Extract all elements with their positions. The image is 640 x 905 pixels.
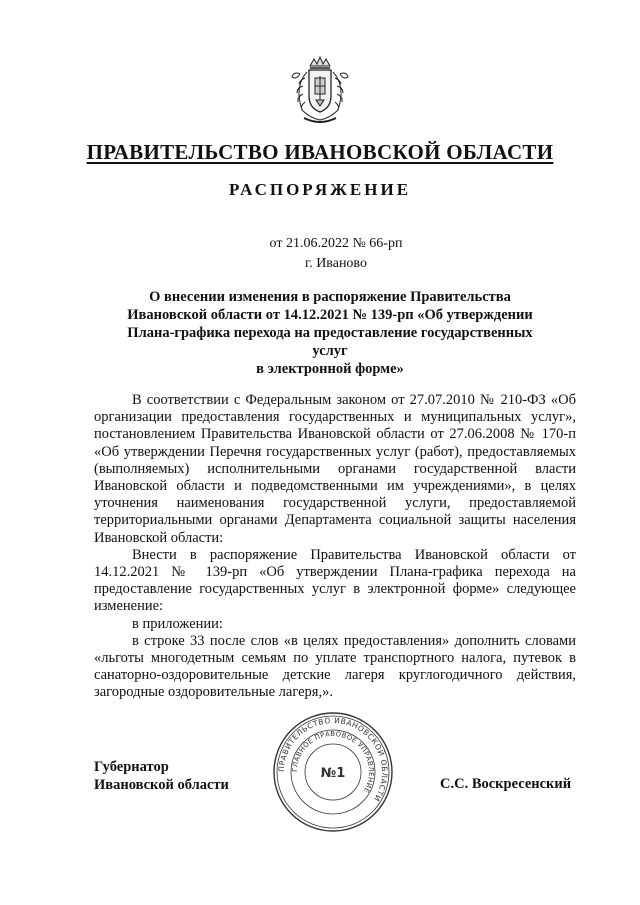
- document-date-number: от 21.06.2022 № 66-рп: [269, 236, 403, 251]
- signature-name: С.С. Воскресенский: [440, 776, 572, 792]
- official-seal-stamp: [271, 710, 395, 834]
- body-paragraph: в приложении:: [132, 615, 223, 632]
- subject-line: Плана-графика перехода на предоставление государственных услуг: [127, 325, 533, 359]
- subject-line: в электронной форме»: [256, 361, 404, 377]
- document-city: г. Иваново: [305, 256, 367, 271]
- document-body: [94, 392, 576, 702]
- subject-line: Ивановской области от 14.12.2021 № 139-рп «Об утверждении: [127, 307, 533, 323]
- body-paragraph: Внести в распоряжение Правительства Ивановской области от 14.12.2021 № 139-рп «Об утверждении Плана-графика перехода на предоставление государственных услуг в электронной форме» следующее изменение:: [94, 546, 576, 615]
- seal-number: №1: [320, 766, 346, 781]
- organization-title-text: ПРАВИТЕЛЬСТВО ИВАНОВСКОЙ ОБЛАСТИ: [86, 140, 554, 164]
- signature-position-line: Губернатор: [94, 759, 169, 775]
- subject-line: О внесении изменения в распоряжение Правительства: [149, 289, 511, 305]
- coat-of-arms-emblem-icon: [280, 56, 360, 128]
- signature-position: [94, 758, 229, 794]
- body-paragraph: в строке 33 после слов «в целях предоставления» дополнить словами «льготы многодетным семьям по уплате транспортного налога, путевок в санаторно-оздоровительные детские лагеря круглогодичного действия, загородные оздоровительные лагеря,».: [94, 632, 576, 701]
- seal-outer-text: ПРАВИТЕЛЬСТВО ИВАНОВСКОЙ ОБЛАСТИ: [276, 715, 390, 804]
- seal-inner-text: ГЛАВНОЕ ПРАВОВОЕ УПРАВЛЕНИЕ: [290, 729, 376, 795]
- svg-text:ГЛАВНОЕ ПРАВОВОЕ УПРАВЛЕНИЕ: [291, 730, 375, 794]
- document-type-title: РАСПОРЯЖЕНИЕ: [228, 180, 412, 199]
- signature-position-line: Ивановской области: [94, 777, 229, 793]
- document-subject: [110, 288, 550, 378]
- organization-title: [0, 140, 640, 165]
- body-paragraph: В соответствии с Федеральным законом от 27.07.2010 № 210-ФЗ «Об организации предоставления государственных и муниципальных услуг», постановлением Правительства Ивановской области от 27.06.2008 № 170-п «Об утверждении Перечня государственных услуг (работ), предоставляемых (выполняемых) исполнительными органами государственной власти Ивановской области и подведомственными им учреждениями», в целях уточнения наименования государственной услуги, предоставляемой территориальными органами Департамента социальной защиты населения Ивановской области:: [94, 392, 576, 546]
